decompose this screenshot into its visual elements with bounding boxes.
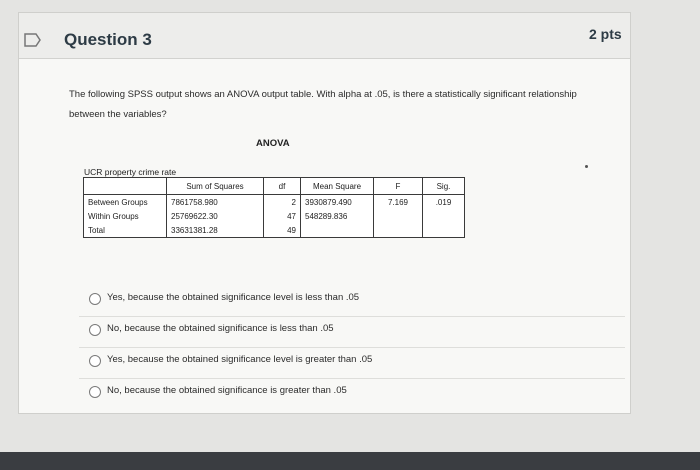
- answer-options: [79, 286, 625, 409]
- question-title: Question 3: [64, 30, 152, 49]
- table-caption: UCR property crime rate: [84, 167, 177, 177]
- question-prompt: The following SPSS output shows an ANOVA output table. With alpha at .05, is there a statistically significant relationship between the variables?: [69, 89, 577, 120]
- table-row: [84, 209, 465, 223]
- header-sig: Sig.: [423, 178, 465, 195]
- row-label: Within Groups: [88, 211, 139, 221]
- screen-bottom-bar: [0, 452, 700, 470]
- cell-sig: [423, 209, 465, 223]
- table-header-row: [84, 178, 465, 195]
- answer-label: Yes, because the obtained significance level is greater than .05: [107, 354, 373, 365]
- cell-sig: .019: [423, 195, 465, 210]
- cell-ss: 7861758.980: [167, 195, 264, 210]
- answer-option[interactable]: [79, 347, 625, 378]
- table-row: [84, 223, 465, 238]
- cell-df: 47: [264, 209, 301, 223]
- question-points: 2 pts: [589, 26, 622, 42]
- cell-ms: 3930879.490: [301, 195, 374, 210]
- row-label: Between Groups: [84, 195, 167, 210]
- radio-circle-icon[interactable]: [89, 293, 101, 305]
- cell-ms: 548289.836: [301, 209, 374, 223]
- answer-label: No, because the obtained significance is less than .05: [107, 323, 334, 334]
- header-f: F: [374, 178, 423, 195]
- table-row: [84, 195, 465, 210]
- cell-ss: 25769622.30: [167, 209, 264, 223]
- answer-option[interactable]: [79, 378, 625, 409]
- cell-df: 2: [264, 195, 301, 210]
- answer-option[interactable]: [79, 286, 625, 316]
- radio-circle-icon[interactable]: [89, 324, 101, 336]
- cell-df: 49: [264, 223, 301, 238]
- row-label: Total: [88, 225, 105, 235]
- radio-circle-icon[interactable]: [89, 355, 101, 367]
- question-header: [19, 13, 630, 59]
- question-card: [18, 12, 631, 414]
- anova-table: [83, 177, 465, 238]
- cell-sig: [423, 223, 465, 238]
- cell-f: [374, 223, 423, 238]
- cell-ms: [301, 223, 374, 238]
- header-df: df: [264, 178, 301, 195]
- stray-dot: [585, 165, 588, 168]
- answer-option[interactable]: [79, 316, 625, 347]
- radio-circle-icon[interactable]: [89, 386, 101, 398]
- cell-f: 7.169: [374, 195, 423, 210]
- answer-label: No, because the obtained significance is greater than .05: [107, 385, 347, 396]
- answer-label: Yes, because the obtained significance level is less than .05: [107, 292, 360, 303]
- header-mean-square: Mean Square: [301, 178, 374, 195]
- cell-f: [374, 209, 423, 223]
- bookmark-flag-icon[interactable]: [24, 33, 42, 47]
- anova-title: ANOVA: [256, 138, 290, 149]
- header-sum-of-squares: Sum of Squares: [167, 178, 264, 195]
- cell-ss: 33631381.28: [167, 223, 264, 238]
